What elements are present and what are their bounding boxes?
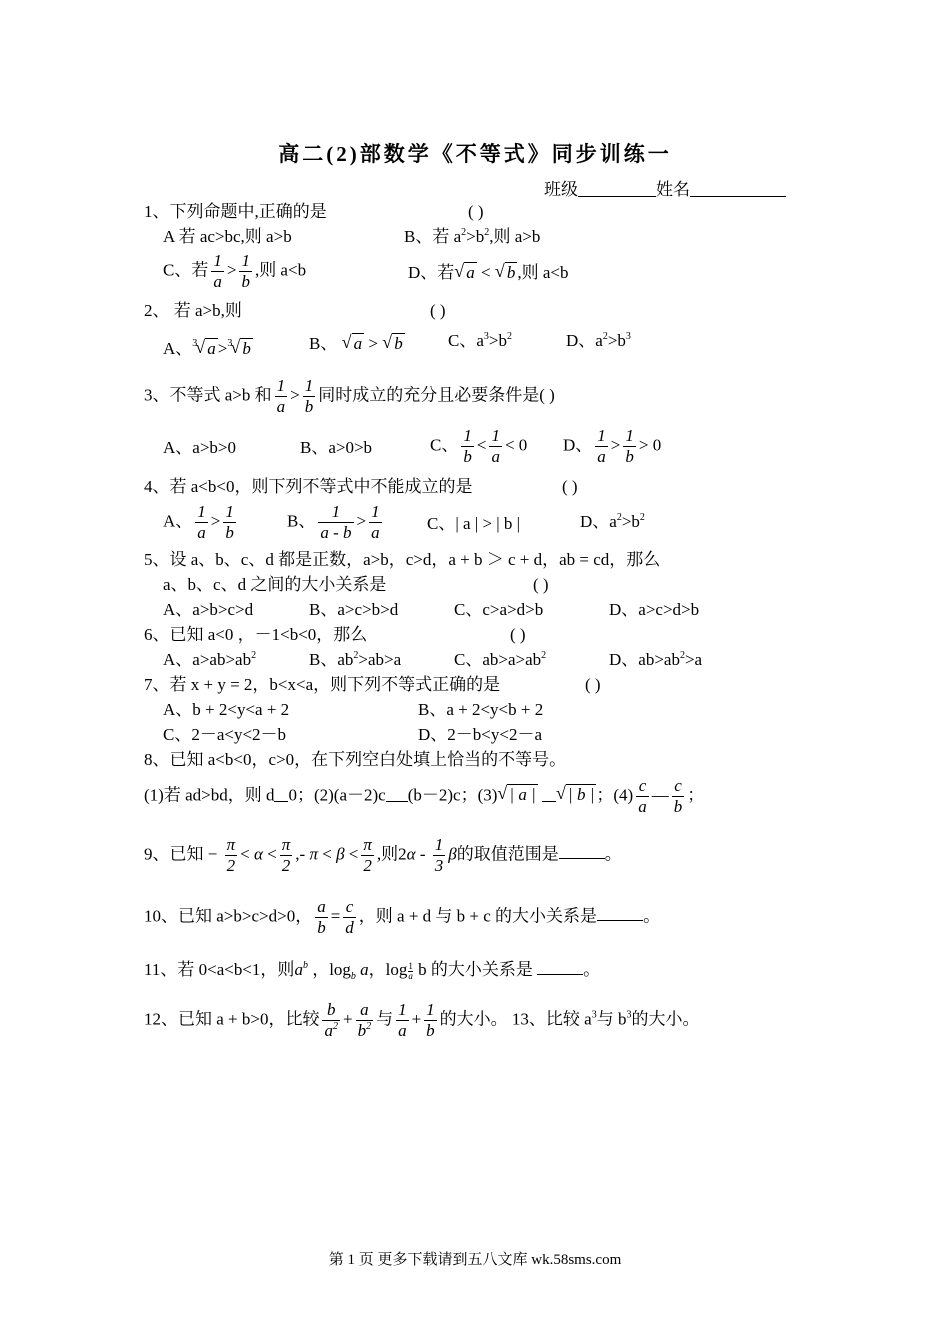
q3-option-a: A、a>b>0 (163, 438, 236, 457)
q2-option-d: D、$a^2>b^3$ (566, 331, 631, 350)
q6-stem: 6、已知 a<0 ，－1<b<0，那么 (144, 625, 368, 644)
q8-stem: 8、已知 a<b<0，c>0，在下列空白处填上恰当的不等号。 (144, 750, 567, 769)
q12-q13: 12、已知 a + b>0，比较 $\frac{b}{a^2}$ + $\frac{a}{b^2}$ 与 $\frac{1}{a}$ + $\frac{1}{b}$ 的大小。 13、比较 $a^3$与 $b^3$的大小。 (144, 1000, 700, 1040)
q7-option-c: C、2－a<y<2－b (163, 725, 287, 744)
q7-stem: 7、若 x + y = 2，b<x<a，则下列不等式正确的是 (144, 675, 501, 694)
name-blank (690, 179, 786, 197)
name-label: 姓名 (656, 180, 690, 199)
q2-option-c: C、$a^3>b^2$ (448, 331, 512, 350)
q2-stem: 2、 若 a>b,则 (144, 301, 242, 320)
q6-option-b: B、$ab^2>ab>a$ (309, 650, 402, 669)
q2-option-b: B、 √ a > √ b (309, 333, 405, 355)
q6-option-c: C、$ab>a>ab^2$ (454, 650, 547, 669)
q7-option-b: B、a + 2<y<b + 2 (418, 700, 544, 719)
q4-paren: ( ) (562, 477, 578, 496)
class-blank (578, 179, 656, 197)
q11: 11、若 0<a<b<1，则$a^b$ ，$\log_b a$，log $\frac{1}{a}$ b 的大小关系是 。 (144, 960, 601, 982)
class-name-line (544, 175, 786, 200)
q3-option-d: D、 $\frac{1}{a}$ > $\frac{1}{b}$ > 0 (563, 426, 662, 466)
q1-option-c: C、若 $\frac{1}{a}$ > $\frac{1}{b}$ ,则 a<b (163, 251, 307, 291)
q1-option-d: D、若√ a < √ b ,则 a<b (408, 262, 569, 284)
q5-option-d: D、a>c>d>b (609, 600, 700, 619)
q5-option-c: C、c>a>d>b (454, 600, 544, 619)
page-footer: 第 1 页 更多下载请到五八文库 wk.58sms.com (328, 1252, 622, 1268)
q3-option-c: C、 $\frac{1}{b}$ < $\frac{1}{a}$ < 0 (430, 426, 528, 466)
q1-option-b: B、若 $a^2>b^2$,则 a>b (404, 227, 541, 246)
q7-option-d: D、2－b<y<2－a (418, 725, 542, 744)
q6-paren: ( ) (510, 625, 526, 644)
q5-paren: ( ) (533, 575, 549, 594)
q1-stem: 1、下列命题中,正确的是 (144, 202, 327, 221)
q9: 9、已知 − $\frac{\pi}{2}$ < α < $\frac{\pi}{2}$ ,- π < β < $\frac{\pi}{2}$ ,则2α - $\frac{1}{3}$ β的取值范围是 。 (144, 835, 622, 875)
q5-option-b: B、a>c>b>d (309, 600, 399, 619)
q10: 10、已知 a>b>c>d>0， $\frac{a}{b}$ = $\frac{c}{d}$ ，则 a + d 与 b + c 的大小关系是 。 (144, 897, 661, 937)
q4-option-b: B、 $\frac{1}{a - b}$ > $\frac{1}{a}$ (287, 502, 380, 542)
q8-parts: (1)若 ad>bd，则 d 0；(2)(a－2)c (b－2)c；(3)√ | a | √ | b | ；(4) $\frac{c}{a}$ — $\frac{c}{b}$ ； (144, 776, 704, 817)
q7-paren: ( ) (585, 675, 601, 694)
q4-stem: 4、若 a<b<0，则下列不等式中不能成立的是 (144, 477, 473, 496)
q4-option-d: D、$a^2>b^2$ (580, 512, 645, 531)
q4-option-a: A、 $\frac{1}{a}$ > $\frac{1}{b}$ (163, 502, 234, 542)
q3-stem: 3、不等式 a>b 和 $\frac{1}{a}$ > $\frac{1}{b}$ 同时成立的充分且必要条件是( ) (144, 376, 555, 416)
page-title: 高二(2)部数学《不等式》同步训练一 (278, 142, 672, 166)
q1-paren: ( ) (468, 202, 484, 221)
q5-line2: a、b、c、d 之间的大小关系是 (163, 575, 387, 594)
q2-option-a: A、$^3$√ a >$^3$√ b (163, 333, 253, 360)
q6-option-a: A、$a>ab>ab^2$ (163, 650, 257, 669)
q3-option-b: B、a>0>b (300, 438, 373, 457)
class-label: 班级 (544, 180, 578, 199)
q4-option-c: C、| a | > | b | (427, 514, 521, 533)
q2-paren: ( ) (430, 301, 446, 320)
q5-line1: 5、设 a、b、c、d 都是正数，a>b，c>d，a + b ＞ c + d，ab = cd，那么 (144, 550, 661, 569)
q7-option-a: A、b + 2<y<a + 2 (163, 700, 290, 719)
q6-option-d: D、$ab>ab^2>a$ (609, 650, 703, 669)
q5-option-a: A、a>b>c>d (163, 600, 254, 619)
q1-option-a: A 若 ac>bc,则 a>b (163, 227, 292, 246)
